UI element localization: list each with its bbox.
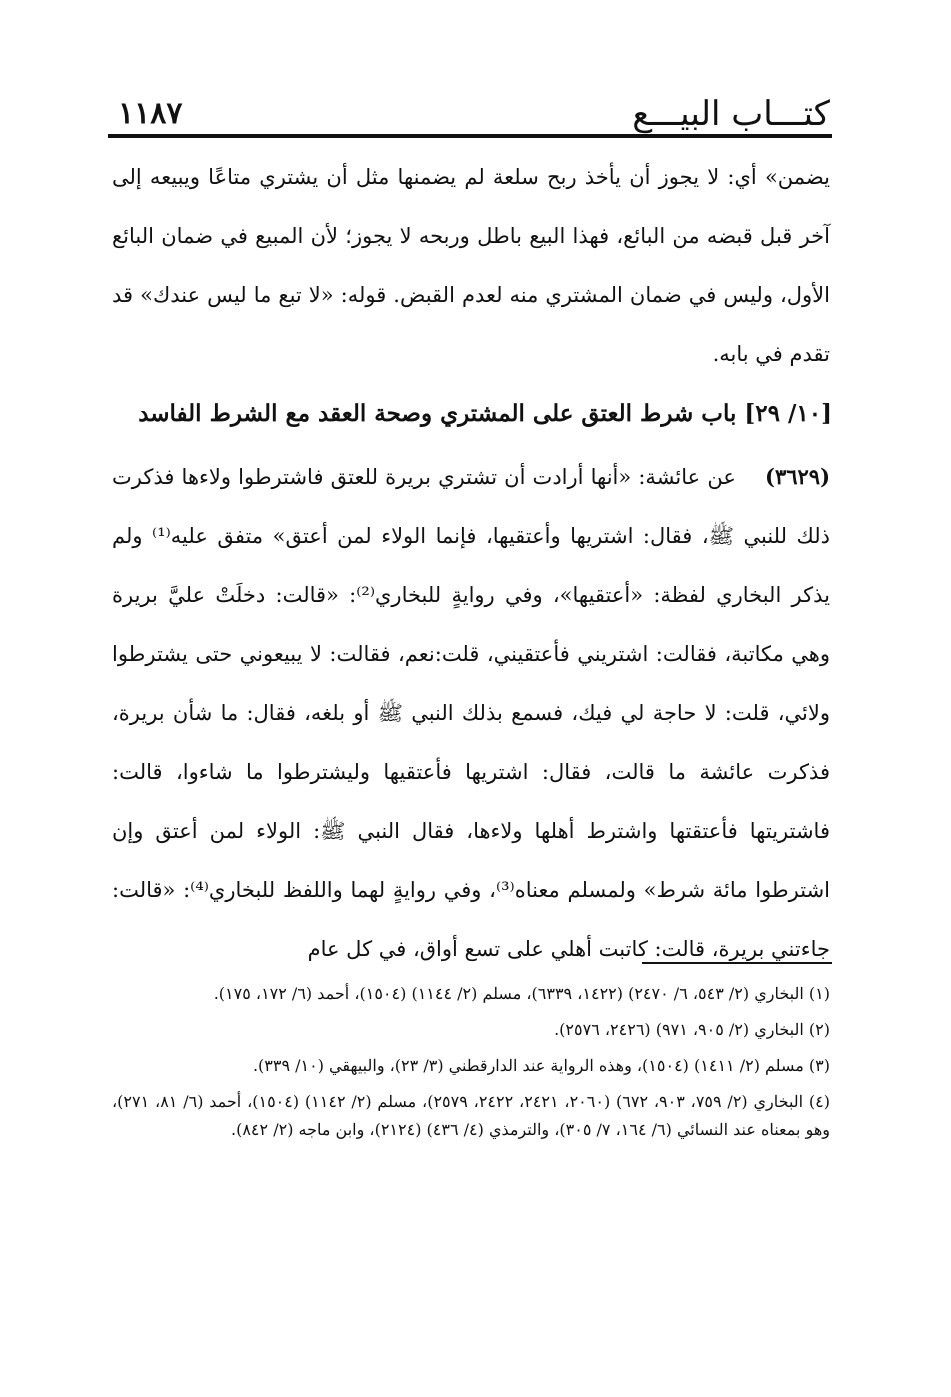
chapter-heading: [١٠/ ٢٩] باب شرط العتق على المشتري وصحة العقد مع الشرط الفاسد [138,400,832,427]
intro-paragraph: يضمن» أي: لا يجوز أن يأخذ ربح سلعة لم يضمنها مثل أن يشتري متاعًا ويبيعه إلى آخر قبل قبضه من البائع، فهذا البيع باطل وربحه لا يجوز؛ لأن المبيع في ضمان البائع الأول، وليس في ضمان المشتري منه لعدم القبض. قوله: «لا تبع ما ليس عندك» قد تقدم في بابه. [112,165,830,366]
footnote-2: (٢) البخاري (٢/ ٩٠٥، ٩٧١) (٢٤٢٦، ٢٥٧٦). [554,1020,830,1039]
hadith-text: عن عائشة: «أنها أرادت أن تشتري بريرة للعتق فاشترطوا ولاءها فذكرت ذلك للنبي ﷺ، فقال: اشتريها وأعتقيها، فإنما الولاء لمن أعتق» متفق عليه⁽¹⁾ ولم يذكر البخاري لفظة: «أعتقيها»، وفي روايةٍ للبخاري⁽²⁾: «قالت: دخلَتْ عليَّ بريرة وهي مكاتبة، فقالت: اشتريني فأعتقيني، قلت:نعم، فقالت: لا يبيعوني حتى يشترطوا ولائي، قلت: لا حاجة لي فيك، فسمع بذلك النبي ﷺ أو بلغه، فقال: ما شأن بريرة، فذكرت عائشة ما قالت، فقال: اشتريها فأعتقيها وليشترطوا ما شاءوا، قالت: فاشتريتها فأعتقتها واشترط أهلها ولاءها، فقال النبي ﷺ: الولاء لمن أعتق وإن اشترطوا مائة شرط» ولمسلم معناه⁽³⁾، وفي روايةٍ لهما واللفظ للبخاري⁽⁴⁾: «قالت: جاءتني بريرة، قالت: كاتبت أهلي على تسع أواق، في كل عام [112,465,830,961]
page-number: ١١٨٧ [118,96,183,131]
hadith-paragraph [112,447,830,979]
footnote-1: (١) البخاري (٢/ ٥٤٣، ٦/ ٢٤٧٠) (١٤٢٢، ٦٣٣٩)، مسلم (٢/ ١١٤٤) (١٥٠٤)، أحمد (٦/ ١٧٢، ١٧٥). [213,984,830,1003]
header-rule [108,134,832,138]
footnote-3: (٣) مسلم (٢/ ١٤١١) (١٥٠٤)، وهذه الرواية عند الدارقطني (٣/ ٢٣)، والبيهقي (١٠/ ٣٣٩). [252,1056,830,1075]
hadith-number: (٣٦٢٩) [765,464,830,489]
chapter-title: كتـــاب البيـــع [632,94,830,134]
running-header [108,92,830,136]
footnote-4: (٤) البخاري (٢/ ٧٥٩، ٩٠٣، ٦٧٢) (٢٠٦٠، ٢٤٢١، ٢٤٢٢، ٢٥٧٩)، مسلم (٢/ ١١٤٢) (١٥٠٤)، أحمد (٦/ ٨١، ٢٧١)، وهو بمعناه عند النسائي (٦/ ١٦٤، ٧/ ٣٠٥)، والترمذي (٤/ ٤٣٦) (٢١٢٤)، وابن ماجه (٢/ ٨٤٢). [112,1092,831,1139]
footnotes [112,980,830,1152]
footnote-separator [642,962,832,964]
